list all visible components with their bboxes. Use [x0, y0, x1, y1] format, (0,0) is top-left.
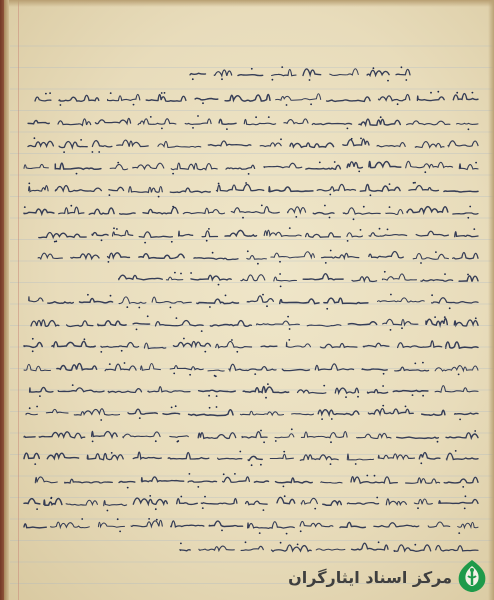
archive-emblem-icon: [454, 558, 490, 594]
logo-caption: مرکز اسناد ایثارگران: [288, 568, 452, 587]
archive-logo: [288, 548, 494, 600]
